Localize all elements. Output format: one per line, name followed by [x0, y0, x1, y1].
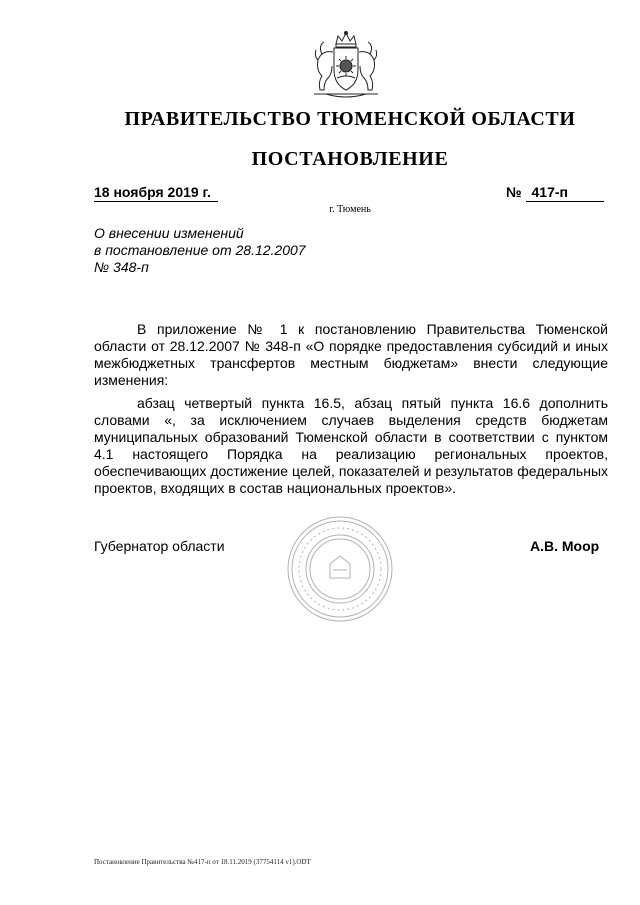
- document-type: ПОСТАНОВЛЕНИЕ: [251, 148, 449, 170]
- number-prefix: №: [506, 184, 522, 200]
- subject-line: в постановление от 28.12.2007: [94, 242, 306, 258]
- document-date: 18 ноября 2019 г.: [94, 184, 218, 202]
- organization-title: ПРАВИТЕЛЬСТВО ТЮМЕНСКОЙ ОБЛАСТИ: [124, 108, 576, 130]
- official-seal-icon: [285, 514, 395, 624]
- coat-of-arms-icon: [304, 30, 388, 102]
- subject-line: № 348-п: [94, 259, 149, 275]
- signatory-title: Губернатор области: [94, 538, 225, 554]
- document-subject: [94, 225, 306, 276]
- document-body: [94, 321, 608, 503]
- file-reference: Постановление Правительства №417-п от 18.11.2019 (37754114 v1).ODT: [94, 858, 311, 866]
- body-paragraph: В приложение № 1 к постановлению Правительства Тюменской области от 28.12.2007 № 348-п «О порядке предоставления субсидий и иных межбюджетных трансфертов местным бюджетам» внести следующие изменения:: [94, 321, 608, 388]
- number-value: 417-п: [526, 184, 604, 202]
- city: г. Тюмень: [329, 204, 371, 215]
- signatory-name: А.В. Моор: [530, 538, 600, 554]
- subject-line: О внесении изменений: [94, 225, 244, 241]
- document-number: [506, 184, 604, 202]
- body-paragraph: абзац четвертый пункта 16.5, абзац пятый пункта 16.6 дополнить словами «, за исключением случаев выделения средств бюджетам муниципальных образований Тюменской области в соответствии с пунктом 4.1 настоящего Порядка на реализацию региональных проектов, обеспечивающих достижение целей, показателей и результатов федеральных проектов, входящих в состав национальных проектов».: [94, 395, 608, 496]
